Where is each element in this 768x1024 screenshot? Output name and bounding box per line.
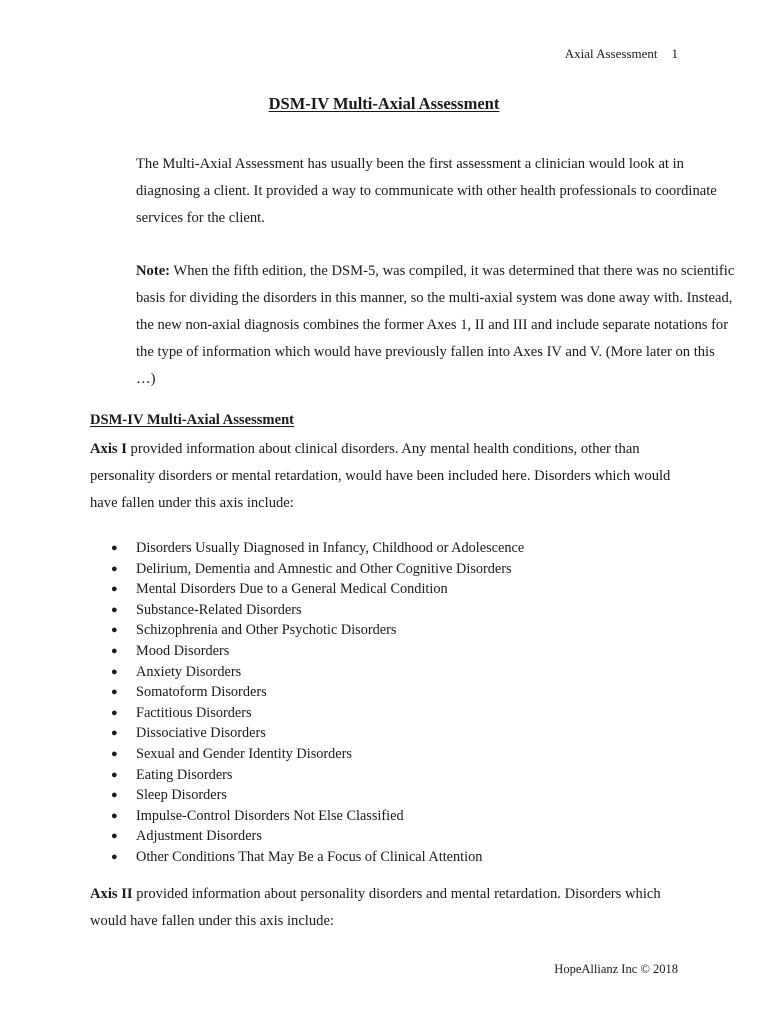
bullet-icon: ● — [111, 747, 118, 760]
running-title: Axial Assessment — [564, 46, 658, 61]
note-label: Note: — [136, 263, 171, 279]
list-item: ● Eating Disorders — [90, 765, 690, 786]
list-item: ● Mental Disorders Due to a General Medical Condition — [90, 579, 690, 600]
bullet-icon: ● — [111, 686, 118, 699]
list-item: ● Dissociative Disorders — [90, 723, 690, 744]
list-item: ● Substance-Related Disorders — [90, 600, 690, 621]
list-item: ● Impulse-Control Disorders Not Else Classified — [90, 806, 690, 827]
bullet-icon: ● — [111, 809, 118, 822]
list-item: ● Mood Disorders — [90, 641, 690, 662]
bullet-icon: ● — [111, 583, 118, 596]
axis-2-label: Axis II — [90, 886, 133, 902]
axis-1-paragraph — [90, 436, 690, 517]
bullet-icon: ● — [111, 624, 118, 637]
bullet-icon: ● — [111, 542, 118, 554]
page-number: 1 — [671, 46, 678, 61]
footer-copyright: HopeAllianz Inc © 2018 — [554, 962, 678, 976]
bullet-icon: ● — [111, 768, 118, 781]
list-item: ● Delirium, Dementia and Amnestic and Other Cognitive Disorders — [90, 559, 690, 580]
axis-1-disorder-list — [90, 538, 690, 868]
note-text: When the fifth edition, the DSM-5, was compiled, it was determined that there was no scientific basis for dividing the disorders in this manner, so the multi-axial system was done away with. Instead, the new non-axial diagnosis combines the former Axes 1, II and III and include separate notations for the type of information which would have previously fallen into Axes IV and V. (More later on this …) — [136, 263, 735, 387]
list-item: ● Anxiety Disorders — [90, 662, 690, 683]
list-item: ● Schizophrenia and Other Psychotic Disorders — [90, 620, 690, 641]
bullet-icon: ● — [111, 830, 118, 843]
bullet-icon: ● — [111, 562, 118, 575]
running-header — [565, 46, 678, 62]
bullet-icon: ● — [111, 789, 118, 802]
intro-paragraph — [90, 151, 736, 232]
bullet-icon: ● — [111, 665, 118, 678]
bullet-icon: ● — [111, 727, 118, 740]
list-item: ● Somatoform Disorders — [90, 682, 690, 703]
list-item: ● Adjustment Disorders — [90, 826, 690, 847]
list-item: ● Other Conditions That May Be a Focus of Clinical Attention — [90, 847, 690, 868]
list-item: ● Factitious Disorders — [90, 703, 690, 724]
section-heading: DSM-IV Multi-Axial Assessment — [90, 412, 295, 428]
bullet-icon: ● — [111, 644, 118, 657]
axis-2-paragraph — [90, 881, 690, 935]
intro-text: The Multi-Axial Assessment has usually been the first assessment a clinician would look at in diagnosing a client. It provided a way to communicate with other health professionals to coordinate services for the client. — [136, 156, 717, 226]
list-item: ● Sexual and Gender Identity Disorders — [90, 744, 690, 765]
axis-1-label: Axis I — [90, 441, 127, 457]
document-title: DSM-IV Multi-Axial Assessment — [268, 94, 500, 113]
list-item: ● Disorders Usually Diagnosed in Infancy, Childhood or Adolescence — [90, 538, 690, 559]
list-item: ● Sleep Disorders — [90, 785, 690, 806]
note-paragraph — [90, 258, 736, 393]
axis-2-text: provided information about personality disorders and mental retardation. Disorders which would have fallen under this axis include: — [90, 886, 661, 929]
bullet-icon: ● — [111, 706, 118, 719]
bullet-icon: ● — [111, 603, 118, 616]
bullet-icon: ● — [111, 850, 118, 863]
axis-1-text: provided information about clinical disorders. Any mental health conditions, other than personality disorders or mental retardation, would have been included here. Disorders which would have fallen under this axis include: — [90, 441, 671, 511]
